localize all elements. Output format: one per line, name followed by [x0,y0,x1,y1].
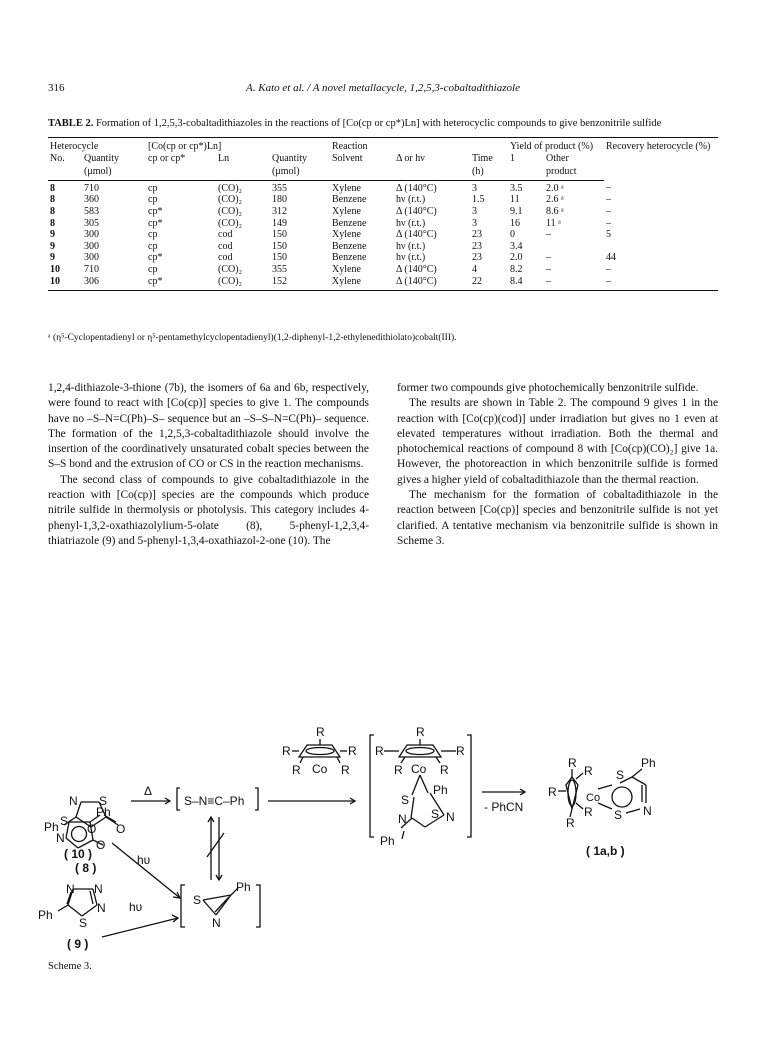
cell-cond: hν (r.t.) [396,252,426,264]
cell-y1: 16 [510,217,520,229]
cell-cp: cp [148,240,158,252]
scheme-3-diagram [0,705,768,1005]
cell-rec [604,241,718,253]
atom-label: O [87,822,97,836]
cell-y1: 2.0 [510,252,523,264]
compound-label-9: ( 9 ) [67,937,89,951]
cell-no: 9 [50,240,55,252]
paragraph: 1,2,4-dithiazole-3-thione (7b), the isomers of 6a and 6b, respectively, were found to react with [Co(cp)] species to give 1. The compounds have no –S–N=C(Ph)–S– sequence but an –S–S–N=C(Ph)– sequence. The formation of the 1,2,5,3-cobaltadithiazole should involve the insertion of the coordinatively unsaturated cobalt species between the S–S bond and the extrusion of CO or CS in the reaction mechanisms. [48,382,369,471]
atom-label: Co [411,762,427,776]
header-unit: (μmol) [82,166,146,180]
atom-label: S [614,808,623,822]
cell-rec: – [606,205,611,217]
cell-cp: cp [148,263,158,275]
cell-time: 3 [472,217,477,229]
table-body [48,180,718,290]
atom-label: R [292,763,301,777]
header-no: No. [50,152,65,164]
group-reaction: Reaction [330,138,508,153]
atom-label: Co [312,762,328,776]
cell-time: 23 [472,252,482,264]
atom-label: S [401,793,410,807]
atom-label: R [316,725,325,739]
cell-cp: cp [148,194,158,206]
atom-label: Ph [44,820,59,834]
cell-no: 8 [50,194,55,206]
cell-ln: (CO)₂ [218,263,243,275]
cell-other: 11 ᵃ [546,217,561,229]
cobaltadithiazole-product [558,769,646,817]
cell-no: 8 [50,182,55,194]
cell-y1: 8.2 [510,263,523,275]
paragraph: The second class of compounds to give cobaltadithiazole in the reaction with [Co(cp)] species are the compounds which produce nitrile sulfide in thermolysis or photolysis. This category includes 4-phenyl-1,3,2-oxathiazolylium-5-olate (8), 5-phenyl-1,2,3,4-thiatriazole (9) and 5-phenyl-1,3,4-oxathiazol-2-one (10). The [48,473,369,547]
paragraph: former two compounds give photochemically benzonitrile sulfide. [397,382,699,394]
cell-cond: hν (r.t.) [396,194,426,206]
cell-lnqty: 180 [272,194,287,206]
nitrile-sulfide-formula: S–N≡C–Ph [184,794,245,808]
cell-qty: 306 [82,276,146,291]
atom-label: Ph [38,908,53,922]
atom-label: R [548,785,557,799]
atom-label: N [643,804,652,818]
running-title: A. Kato et al. / A novel metallacycle, 1,2,5,3-cobaltadithiazole [246,82,520,94]
table-row [48,194,718,206]
cell-cp: cp* [148,217,163,229]
cell-lnqty: 150 [272,240,287,252]
cell-ln: (CO)₂ [218,194,243,206]
header-time-unit: (h) [470,166,508,180]
cell-cond: hν (r.t.) [396,217,426,229]
atom-label: R [394,763,403,777]
table-caption-text: Formation of 1,2,5,3-cobaltadithiazoles in the reactions of [Co(cp or cp*)Ln] with heterocyclic compounds to give benzonitrile sulfide [95,118,662,129]
cell-y1: 9.1 [510,205,523,217]
header-quantity-ln: Quantity [272,152,307,164]
atom-label: S [60,814,69,828]
cell-time: 22 [470,276,508,291]
table-row [48,180,718,194]
cell-cp: cp [148,182,158,194]
cell-ln: (CO)₂ [218,217,243,229]
cell-ln: (CO)₂ [216,276,270,291]
thiazirine-structure [203,888,238,915]
cell-cp: cp [148,229,158,241]
atom-label: Ph [380,834,395,848]
atom-label: S [99,794,108,808]
cell-cond: Δ (140°C) [396,263,437,275]
atom-label: R [416,725,425,739]
cell-other: – [546,263,551,275]
header-cp: cp or cp* [148,152,186,164]
cell-rec: 44 [606,252,616,264]
compound-label-8: ( 8 ) [75,861,97,875]
atom-label: Ph [236,880,251,894]
cell-ln: cod [218,252,233,264]
cell-cond: Δ (140°C) [396,182,437,194]
paragraph: The results are shown in Table 2. The compound 9 gives 1 in the reaction with [Co(cp)(cod)] under irradiation but gives no 1 even at elevated temperatures without irradiation. Both the thermal and photochemical reactions of compound 8 with [Co(cp)(CO)₂] give 1a. However, the photoreaction in which benzonitrile sulfide is formed gives a higher yield of cobaltadithiazole than the thermal reaction. [397,397,718,486]
cell-lnqty: 150 [272,229,287,241]
atom-label: S [431,807,440,821]
cell-rec: – [604,276,718,291]
atom-label: N [94,882,103,896]
table-row [48,276,718,291]
cell-time: 3 [472,182,477,194]
cell-time: 23 [472,229,482,241]
atom-label: R [584,764,593,778]
atom-label: N [212,916,221,930]
atom-label: N [398,812,407,826]
cell-solvent: Xylene [332,182,361,194]
cell-rec: – [606,263,611,275]
atom-label: R [341,763,350,777]
paragraph: The mechanism for the formation of cobaltadithiazole in the reaction between [Co(cp)] species and benzonitrile sulfide is not yet clarified. A tentative mechanism via benzonitrile sulfide is shown in Scheme 3. [397,489,718,547]
cell-y1: 3.5 [510,182,523,194]
cell-qty: 300 [84,252,99,264]
cell-cp: cp* [146,276,216,291]
atom-label: Co [586,792,601,804]
cell-solvent: Benzene [332,240,367,252]
table-row [48,264,718,276]
cell-other: 2.6 ᵃ [546,194,564,206]
atom-label: N [56,831,65,845]
header-other-product: product [544,166,604,180]
cell-cond: Δ (140°C) [396,205,437,217]
cell-rec: 5 [606,229,611,241]
header-ln: Ln [218,152,230,164]
atom-label: O [96,838,106,852]
cell-qty: 583 [84,205,99,217]
cell-ln: (CO)₂ [218,182,243,194]
atom-label: S [79,916,88,930]
atom-label: R [348,744,357,758]
cell-cp: cp* [148,205,163,217]
cell-ln: (CO)₂ [218,205,243,217]
cell-solvent: Benzene [332,194,367,206]
cell-y1: 3.4 [510,240,523,252]
group-recovery: Recovery heterocycle (%) [604,138,718,181]
cell-no: 9 [50,229,55,241]
cell-other [544,241,604,253]
header-unit-ln: (μmol) [270,166,330,180]
atom-label: N [446,810,455,824]
table-row [48,229,718,241]
table-footnote: ᵃ (η⁵-Cyclopentadienyl or η⁵-pentamethylcyclopentadienyl)(1,2-diphenyl-1,2-ethylenedithiolato)cobalt(III). [48,333,457,343]
elimination-label: - PhCN [484,800,524,814]
text-column-left [48,381,369,549]
cell-solvent: Xylene [332,229,361,241]
header-quantity: Quantity [84,152,119,164]
cell-lnqty: 312 [272,205,287,217]
atom-label: Ph [433,783,448,797]
cell-no: 10 [50,263,60,275]
cell-qty: 360 [84,194,99,206]
atom-label: Ph [96,805,111,819]
cell-lnqty: 150 [272,252,287,264]
atom-label: O [116,822,126,836]
cp-cobalt-complex [292,739,347,763]
compound-label-10: ( 10 ) [64,847,93,861]
atom-label: Ph [641,756,656,770]
compound-label-1ab: ( 1a,b ) [586,844,625,858]
cell-solvent: Benzene [332,252,367,264]
atom-label: R [282,744,291,758]
cell-lnqty: 355 [272,263,287,275]
group-complex: [Co(cp or cp*)Ln] [146,138,330,153]
cell-time: 4 [472,263,477,275]
thiatriazole-structure [58,889,97,916]
header-time: Time [472,152,493,164]
cell-lnqty: 355 [272,182,287,194]
scheme-caption: Scheme 3. [48,961,92,972]
results-table [48,137,718,291]
cell-rec: – [606,194,611,206]
cell-no: 8 [50,217,55,229]
cell-ln: cod [218,240,233,252]
light-symbol: hυ [129,900,143,914]
atom-label: R [375,744,384,758]
cell-time: 1.5 [472,194,485,206]
cell-qty: 300 [84,240,99,252]
cell-qty: 710 [84,182,99,194]
cell-solvent: Xylene [332,205,361,217]
cell-qty: 305 [84,217,99,229]
atom-label: N [69,794,78,808]
cell-other: – [546,229,551,241]
table-caption [48,117,728,130]
group-heterocycle: Heterocycle [48,138,146,153]
cell-cond: Δ (140°C) [396,229,437,241]
cell-ln: cod [218,229,233,241]
header-yield-1: 1 [510,152,515,164]
table-row [48,252,718,264]
cell-cond: hν (r.t.) [396,240,426,252]
cell-y1: 8.4 [508,276,544,291]
cell-lnqty: 149 [272,217,287,229]
cell-cp: cp* [148,252,163,264]
table-label: TABLE 2. [48,118,94,129]
heat-symbol: Δ [144,784,153,798]
cell-solvent: Xylene [330,276,394,291]
cell-solvent: Benzene [332,217,367,229]
atom-label: R [566,816,575,830]
cell-no: 9 [50,252,55,264]
page-number: 316 [48,82,65,94]
cell-rec: – [606,182,611,194]
cell-solvent: Xylene [332,263,361,275]
cell-rec: – [606,217,611,229]
table-row [48,241,718,253]
atom-label: S [193,893,202,907]
cell-lnqty: 152 [270,276,330,291]
cell-other: 2.0 ᵃ [546,182,564,194]
cell-time: 23 [472,240,482,252]
cell-y1: 0 [510,229,515,241]
atom-label: N [66,882,75,896]
table-row [48,218,718,230]
atom-label: R [584,805,593,819]
atom-label: N [97,901,106,915]
cell-other: 8.6 ᵃ [546,205,564,217]
cell-qty: 300 [84,229,99,241]
atom-label: R [568,756,577,770]
cell-no: 8 [50,205,55,217]
cell-qty: 710 [84,263,99,275]
header-other: Other [546,152,569,164]
cell-y1: 11 [510,194,520,206]
cell-no: 10 [48,276,82,291]
cell-other: – [544,276,604,291]
table-row [48,206,718,218]
atom-label: R [440,763,449,777]
atom-label: R [456,744,465,758]
atom-label: S [616,768,625,782]
cell-time: 3 [472,205,477,217]
group-yield: Yield of product (%) [508,138,604,153]
cell-other: – [546,252,551,264]
header-condition: Δ or hν [396,152,425,164]
cell-cond: Δ (140°C) [394,276,470,291]
header-solvent: Solvent [332,152,363,164]
light-symbol: hυ [137,853,151,867]
text-column-right [397,381,718,549]
